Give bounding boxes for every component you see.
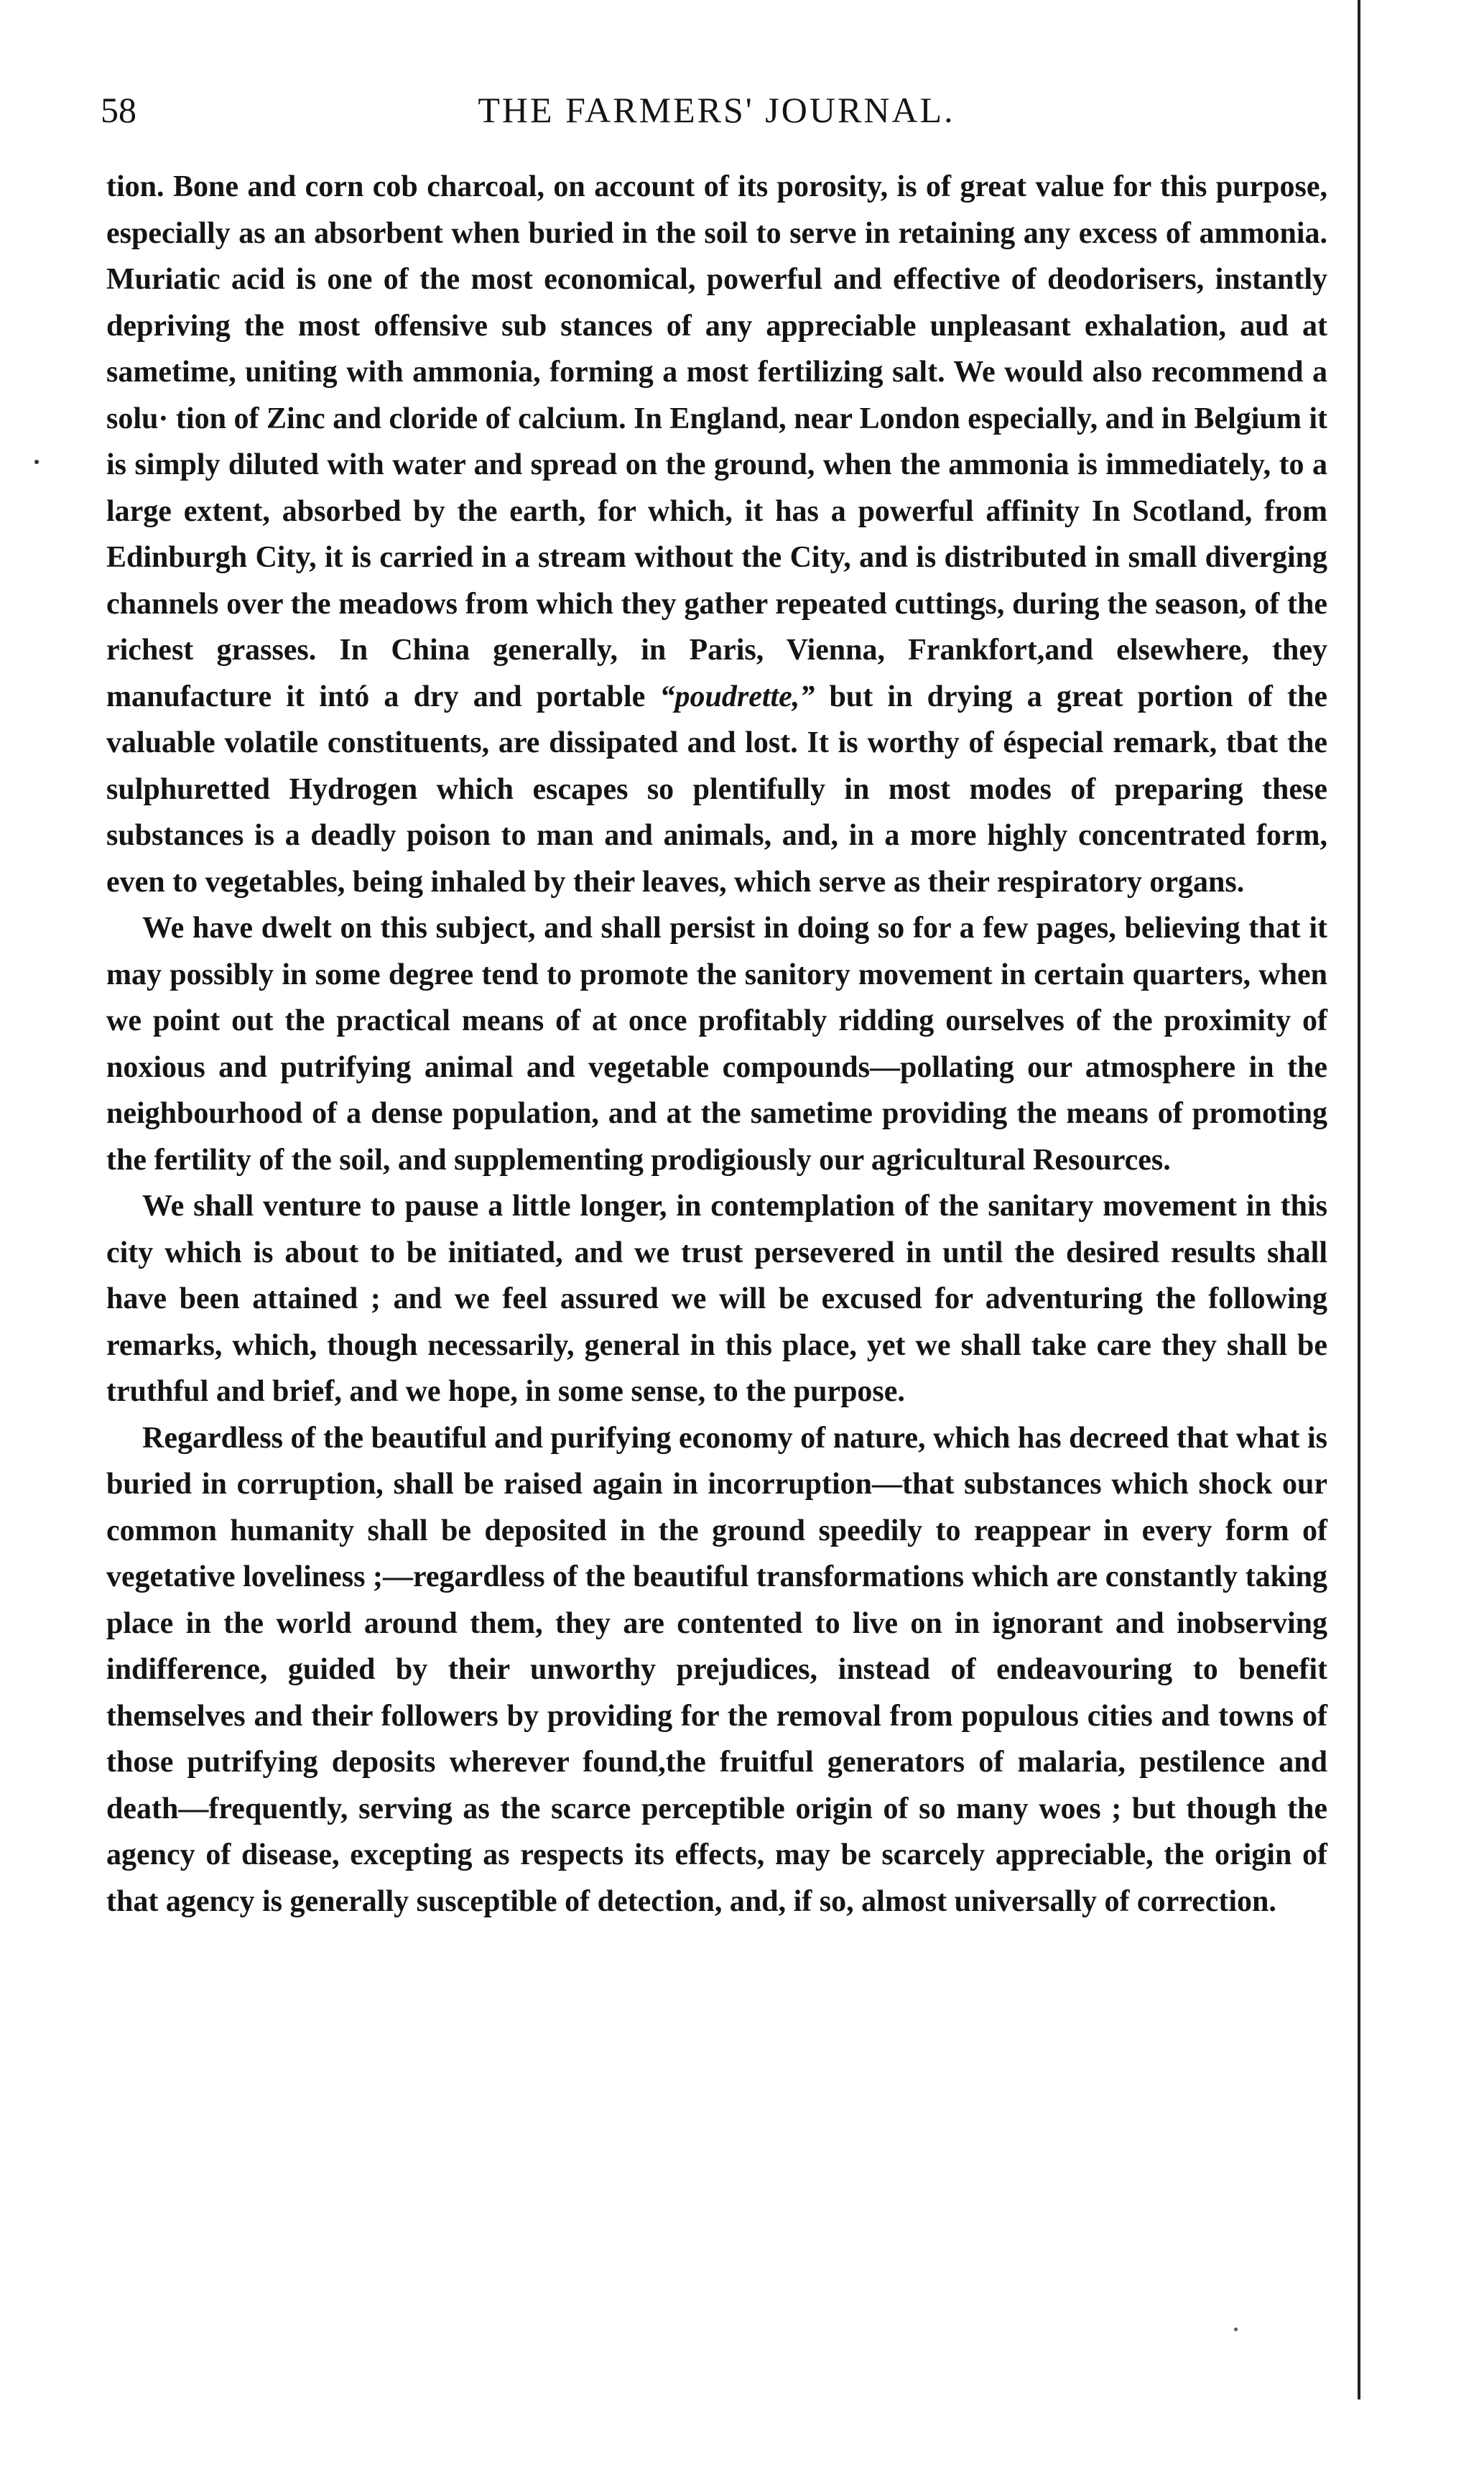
margin-dot <box>34 460 39 464</box>
paragraph-3: We shall venture to pause a little longer, in contemplation of the sanitary movement in this city which is about to be initiated, and we trust persevered in until the desired results shall have been attained ; and we feel assured we will be excused for adventuring the following remarks, which, though necessarily, general in this place, yet we shall take care they shall be truthful and brief, and we hope, in some sense, to the purpose. <box>106 1190 1327 1408</box>
page-header <box>101 85 1332 135</box>
running-title: THE FARMERS' JOURNAL. <box>478 90 955 130</box>
poudrette-term: “poudrette,” <box>659 680 815 713</box>
page-number: 58 <box>101 90 136 130</box>
paragraph-4: Regardless of the beautiful and purifying economy of nature, which has decreed that what is buried in corruption, shall be raised again in incorruption—that substances which shock our common humanity shall be deposited in the ground speedily to reappear in every form of vegetative loveliness ;—regardless of the beautiful transformations which are constantly taking place in the world around them, they are contented to live on in ignorant and inobserving indifference, guided by their unworthy prejudices, instead of endeavouring to benefit themselves and their followers by providing for the removal from populous cities and towns of those putrifying deposits wherever found,the fruitful generators of malaria, pestilence and death—frequently, serving as the scarce perceptible origin of so many woes ; but though the agency of disease, excepting as respects its effects, may be scarcely appreciable, the origin of that agency is generally susceptible of detection, and, if so, almost universally of correction. <box>106 1421 1327 1918</box>
page-edge-rule <box>1358 0 1360 2399</box>
paragraph-2: We have dwelt on this subject, and shall persist in doing so for a few pages, believing that it may possibly in some degree tend to promote the sanitory movement in certain quarters, when we point out the practical means of at once profitably ridding ourselves of the proximity of noxious and putrifying animal and vegetable compounds—pollating our atmosphere in the neighbourhood of a dense population, and at the sametime providing the means of promoting the fertility of the soil, and supplementing prodigiously our agricultural Resources. <box>106 912 1327 1177</box>
paragraph-1-text: tion. Bone and corn cob charcoal, on account of its porosity, is of great value for this purpose, especially as an absorbent when buried in the soil to serve in retaining any excess of ammonia. Muriatic acid is one of the most economical, powerful and effective of deodorisers, instantly depriving the most offensive sub stances of any appreciable unpleasant exhalation, aud at sametime, uniting with ammonia, forming a most fertilizing salt. We would also recommend a solu· tion of Zinc and cloride of calcium. In England, near London especially, and in Belgium it is simply diluted with water and spread on the ground, when the ammonia is immediately, to a large extent, absorbed by the earth, for which, it has a powerful affinity In Scotland, from Edinburgh City, it is carried in a stream without the City, and is distributed in small diverging channels over the meadows from which they gather repeated cuttings, during the season, of the richest grasses. In China generally, in Paris, Vienna, Frankfort,and elsewhere, they manufacture it intó a dry and portable <box>106 170 1327 713</box>
paragraph-1-text-continued: but in drying a great portion of the valuable volatile constituents, are dissipated and lost. It is worthy of éspecial remark, tbat the sulphuretted Hydrogen which escapes so plentifully in most modes of preparing these substances is a deadly poison to man and animals, and, in a more highly concentrated form, even to vegetables, being inhaled by their leaves, which serve as their respiratory organs. <box>106 680 1327 899</box>
paragraph-1 <box>106 164 1327 905</box>
article-body <box>106 164 1327 1925</box>
stray-mark <box>1234 2328 1238 2331</box>
